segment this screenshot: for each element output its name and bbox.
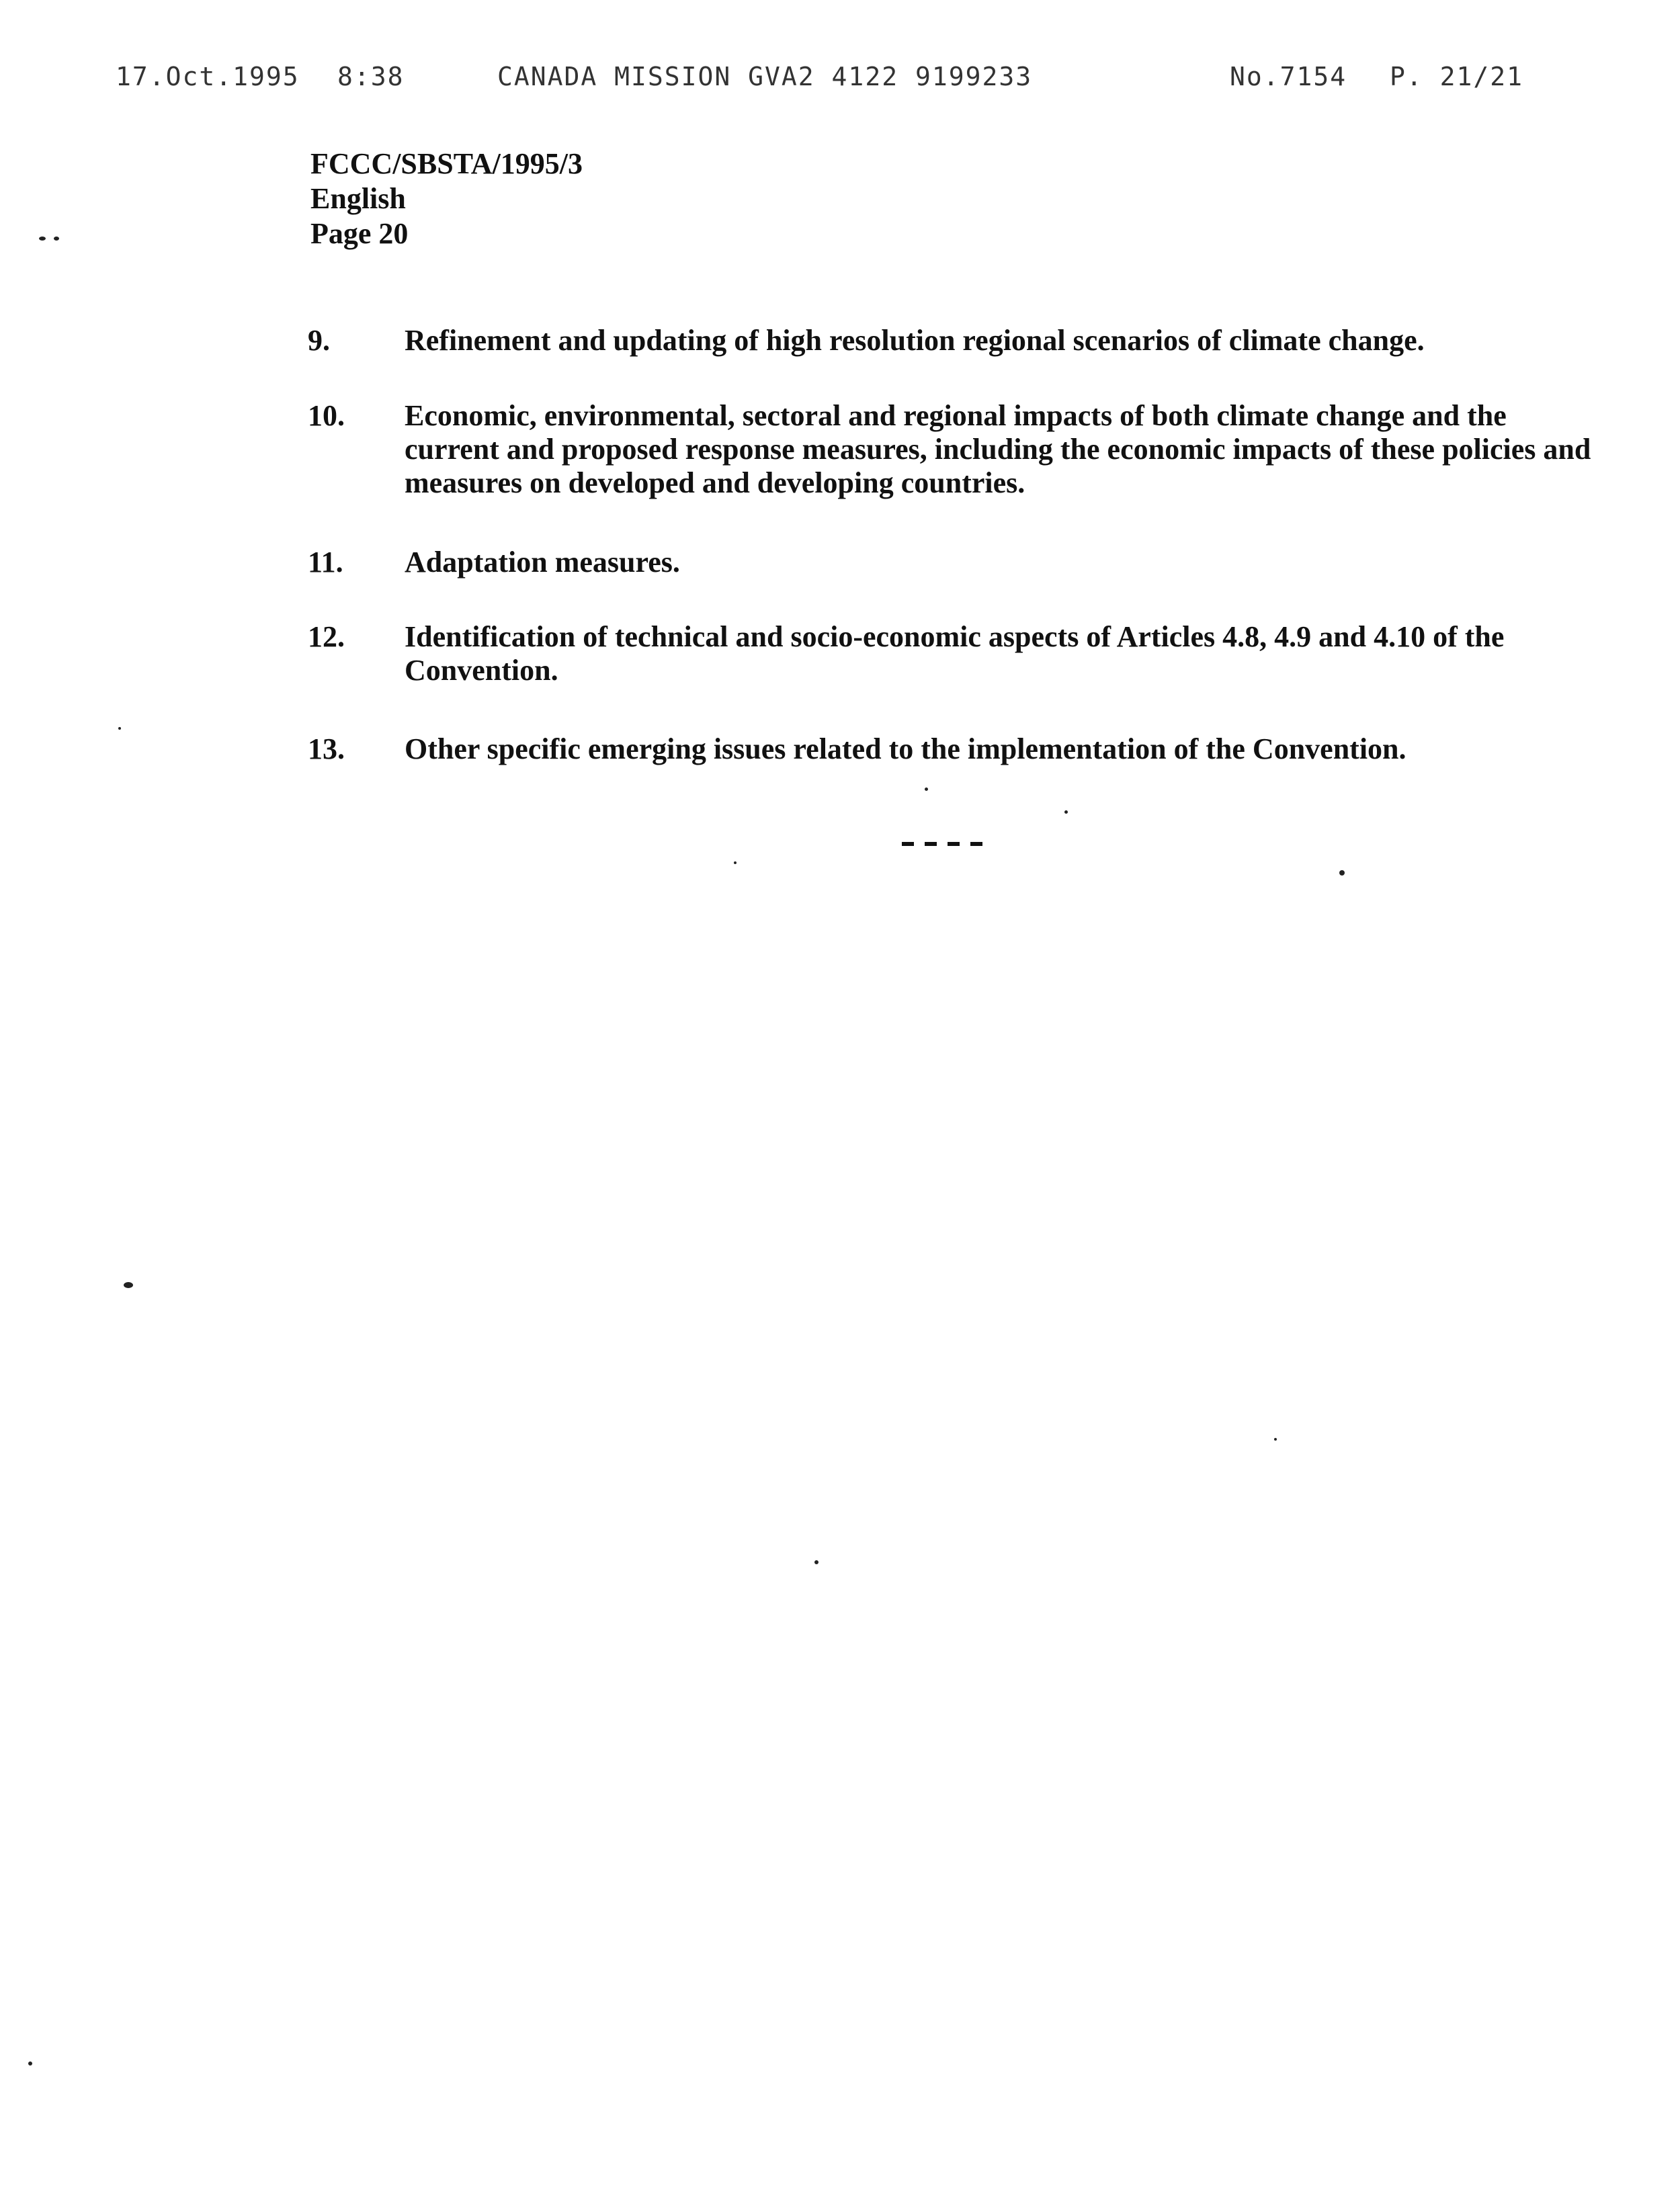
list-item-text: Refinement and updating of high resolution regional scenarios of climate change. <box>405 324 1425 357</box>
fax-page-count: P. 21/21 <box>1390 62 1524 91</box>
scan-speck <box>39 237 46 241</box>
list-item-number: 13. <box>308 732 345 765</box>
document-symbol: FCCC/SBSTA/1995/3 <box>310 147 583 180</box>
scan-speck <box>1064 810 1068 814</box>
fax-number: No.7154 <box>1230 62 1347 91</box>
list-item-text: Identification of technical and socio-economic aspects of Articles 4.8, 4.9 and 4.10 of the Convention. <box>405 620 1505 687</box>
list-item-number: 11. <box>308 546 343 579</box>
scan-speck <box>734 861 737 864</box>
fax-time: 8:38 <box>337 62 405 91</box>
scan-speck <box>28 2061 32 2066</box>
list-item-text: Other specific emerging issues related to the implementation of the Convention. <box>405 732 1406 765</box>
scan-speck <box>925 788 928 791</box>
fax-date: 17.Oct.1995 <box>116 62 300 91</box>
document-language: English <box>310 182 406 215</box>
document-page-number: Page 20 <box>310 217 409 250</box>
scan-speck <box>1274 1438 1277 1441</box>
list-item-number: 12. <box>308 620 345 653</box>
document-symbol-block <box>310 146 583 251</box>
scan-speck <box>1339 870 1345 876</box>
end-of-document-mark <box>902 837 982 851</box>
list-item-text: Adaptation measures. <box>405 546 680 579</box>
scan-speck <box>118 727 121 730</box>
list-item-text: Economic, environmental, sectoral and regional impacts of both climate change and the current and proposed response measures, including the economic impacts of these policies and measures on developed and developing countries. <box>405 399 1591 499</box>
list-item-number: 10. <box>308 399 345 432</box>
scan-speck <box>54 237 59 241</box>
scan-speck <box>814 1560 818 1564</box>
fax-transmission-header <box>0 62 1680 102</box>
fax-sender: CANADA MISSION GVA2 4122 9199233 <box>497 62 1033 91</box>
list-item-number: 9. <box>308 324 330 357</box>
scan-speck <box>124 1282 133 1288</box>
